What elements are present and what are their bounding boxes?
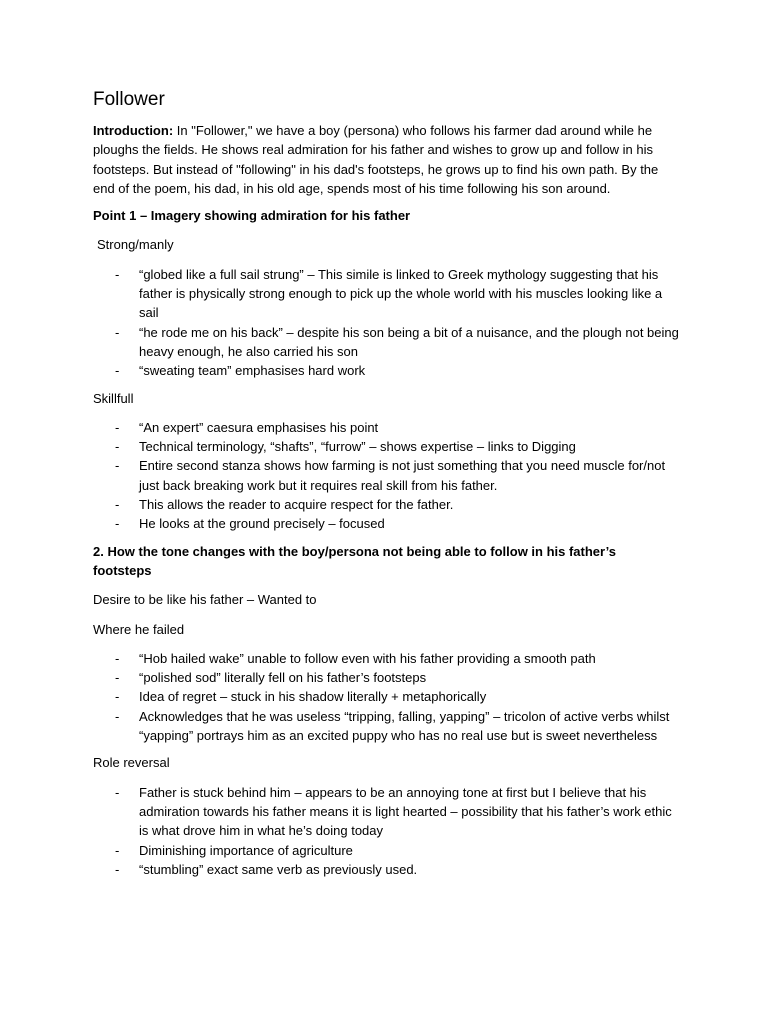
introduction-label: Introduction: xyxy=(93,123,174,138)
list-item: - Idea of regret – stuck in his shadow literally + metaphorically xyxy=(115,689,487,705)
point2-heading: 2. How the tone changes with the boy/persona not being able to follow in his father’s footsteps xyxy=(93,543,616,578)
reversal-subheading: Role reversal xyxy=(93,755,170,771)
list-item: - “Hob hailed wake” unable to follow even with his father providing a smooth path xyxy=(115,650,596,666)
skill-list xyxy=(93,418,768,534)
list-item: - “he rode me on his back” – despite his son being a bit of a nuisance, and the plough not being heavy enough, he also carried his son xyxy=(115,324,679,359)
document-title: Follower xyxy=(93,89,165,110)
list-item: - “stumbling” exact same verb as previously used. xyxy=(115,861,418,877)
introduction-text: In "Follower," we have a boy (persona) who follows his farmer dad around while he ploughs the fields. He shows real admiration for his father and wishes to grow up and follow in his footsteps. But instead of "following" in his dad's footsteps, he grows up to find his own path. By the end of the poem, his dad, in his old age, spends most of his time following his son around. xyxy=(93,123,659,196)
point1-heading: Point 1 – Imagery showing admiration for his father xyxy=(93,208,411,224)
list-item: - “sweating team” emphasises hard work xyxy=(115,363,366,379)
list-item: - Entire second stanza shows how farming is not just something that you need muscle for/not just back breaking work but it requires real skill from his father. xyxy=(115,458,666,493)
list-item: - Father is stuck behind him – appears to be an annoying tone at first but I believe that his admiration towards his father means it is light hearted – possibility that his father’s work ethic is what drove him in what he’s doing today xyxy=(115,784,672,839)
list-item: - Acknowledges that he was useless “tripping, falling, yapping” – tricolon of active verbs whilst “yapping” portrays him as an excited puppy who has no real use but is sweet nevertheless xyxy=(115,708,670,744)
skill-subheading: Skillfull xyxy=(93,390,134,406)
list-item: - Technical terminology, “shafts”, “furrow” – shows expertise – links to Digging xyxy=(115,439,576,455)
introduction-paragraph xyxy=(93,121,673,198)
list-item: - “An expert” caesura emphasises his point xyxy=(115,419,379,435)
list-item: - This allows the reader to acquire respect for the father. xyxy=(115,497,454,513)
list-item: - He looks at the ground precisely – focused xyxy=(115,516,385,532)
list-item: - “globed like a full sail strung” – This simile is linked to Greek mythology suggesting that his father is physically strong enough to pick up the whole world with his muscles looking like a sail xyxy=(115,266,663,321)
list-item: - “polished sod” literally fell on his father’s footsteps xyxy=(115,670,427,686)
reversal-list xyxy=(93,783,768,879)
strong-list xyxy=(93,265,768,381)
list-item: - Diminishing importance of agriculture xyxy=(115,842,353,858)
strong-subheading: Strong/manly xyxy=(97,237,174,253)
failed-subheading: Where he failed xyxy=(93,621,185,637)
failed-list xyxy=(93,649,768,745)
desire-line: Desire to be like his father – Wanted to xyxy=(93,592,317,608)
